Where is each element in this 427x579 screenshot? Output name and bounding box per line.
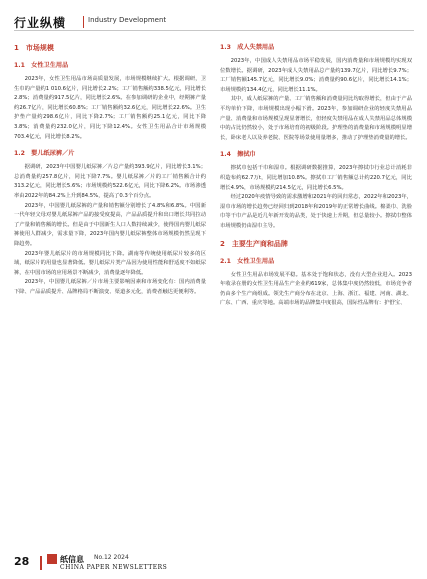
heading-wipes: 1.4 擦拭巾 [220, 151, 256, 159]
heading-feminine-hygiene: 1.1 女性卫生用品 [14, 62, 69, 69]
magazine-name-en: CHINA PAPER NEWSLETTERS [60, 564, 168, 571]
heading-market-size: 1 市场规模 [14, 44, 54, 52]
paragraph: 2023年，中国婴儿纸尿裤的产量和销售额分别增长了4.8%和6.8%。中国新一代年轻父母对婴儿纸尿裤产品的接受度提高，产品品质提升和出口增长共同拉动了产量和销售额的增长。但是由于中国新生人口人数持续减少，使得国内婴儿纸尿裤使用人群减少，需求量下降，2023年国内婴儿纸尿裤整体市场规模仍然呈现下降趋势。 [14, 202, 206, 247]
issue-number: No.12 2024 [94, 554, 129, 561]
paragraph: 2023年，中国婴儿纸尿裤／片市场主要影响因素和市场变化有：国内消费量下降、产品品质提升、品牌格局不断演变、渠道多元化，消费者触达更便利等。 [14, 279, 206, 295]
right-column [220, 40, 412, 309]
paragraph: 2023年婴儿纸尿片的市场规模同比下降。湖南等传统使用纸尿片较多的区域，纸尿片的用量也显著降低。婴儿纸尿片类产品因为使用性能和舒适度不如纸尿裤，在中国市场的应用场景不断减少，消费量逐年降低。 [14, 250, 206, 276]
header-rule [14, 30, 414, 31]
paragraph: 经过2020年疫情导致的需求激增和2021年的回归常态，2022年和2023年，湿巾市场的增长趋势已经回归到2018年和2019年的正常增长曲线。棉柔巾、洗脸巾等干巾产品是近几年新开发的品类，处于快速上升期，但总量较小。擦拭巾整体市场规模仍由湿巾主导。 [220, 194, 412, 229]
heading-feminine-hygiene-2: 2.1 女性卫生用品 [220, 257, 275, 265]
page-number: 28 [14, 555, 30, 568]
paragraph: 2023年，女性卫生用品市场高质量发展，市场规模继续扩大。根据调研，卫生巾的产量约1 010.6亿片，同比增长2.2%；工厂销售额约338.5亿元，同比增长2.8%；消费量约917.5亿片，同比增长2.6%。在参加调研的企业中，经期裤产量约26.7亿片，同比增长60.8%；工厂销售额约32.6亿元，同比增长22.6%。卫生护垫产量约298.6亿片，同比下降2.7%；工厂销售额约25.1亿元，同比下降3.8%；消费量约232.0亿片，同比下降12.4%。女性卫生用品合计市场规模703.4亿元，同比增长8.2%。 [14, 76, 206, 140]
paragraph: 女性卫生用品市场发展平稳。基本处于饱和状态，没有大型企业进入。2023年收录在册的女性卫生用品生产企业约619家，总体集中度仍然较低，市场竞争者仍由多个生产商组成。领先生产商分布在北京、上海、浙江、福建、河南、湖北、广东、广西、重庆等地。高端市场的品牌集中度很高，国际性品牌有：护舒宝、 [220, 271, 412, 307]
page-header [14, 10, 414, 36]
paragraph: 其中，成人纸尿裤的产量、工厂销售额和消费量同比均取得增长，但由于产品平均单价下降，市场规模出现小幅下滑。2023年，参加调研企业的轻度失禁用品产量、消费量和市场规模呈现显著增长，但轻度失禁用品在成人失禁用品总体规模中的占比仍然较小，处于市场培育的初级阶段。护理垫的消费量和市场规模明显增长，卧床老人以及养老院、医院等场景使用量增多，推动了护理垫消费量的增长。 [220, 96, 412, 141]
footer-divider [40, 556, 42, 570]
paragraph: 擦拭巾包括干巾和湿巾。根据调研数据推算，2023年擦拭巾行业总计消耗非织造布约62.7万t，同比增加10.8%。擦拭巾工厂销售额总计约220.7亿元，同比增长4.9%，市场规模约214.5亿元，同比增长6.5%。 [220, 165, 412, 191]
paragraph: 2023年，中国成人失禁用品市场平稳发展，国内消费量和市场规模均实现双位数增长。据调研，2023年成人失禁用品总产量约139.7亿片，同比增长9.7%；工厂销售额145.7亿元，同比增长9.0%；消费量约90.6亿片，同比增长14.1%；市场规模约134.4亿元，同比增长11.1%。 [220, 58, 412, 93]
heading-adult-incontinence: 1.3 成人失禁用品 [220, 44, 275, 51]
section-title: 行业纵横 [14, 16, 67, 30]
header-divider [83, 16, 84, 28]
section-subtitle: Industry Development [88, 16, 167, 24]
heading-baby-diapers: 1.2 婴儿纸尿裤／片 [14, 150, 75, 158]
magazine-logo-icon [47, 554, 57, 564]
paragraph: 据调研，2023年中国婴儿纸尿裤／片总产量约393.9亿片，同比增长3.1%；总消费量约257.8亿片，同比下降7.7%。婴儿纸尿裤／片的工厂销售额合计约313.2亿元，同比增长5.6%；市场规模约522.6亿元，同比下降6.2%。市场渗透率由2022年的84.2%上升到84.5%，提高了0.3个百分点。 [14, 164, 206, 199]
left-column [14, 40, 206, 297]
magazine-name: 纸信息 [60, 555, 84, 564]
heading-manufacturers-brands: 2 主要生产商和品牌 [220, 239, 288, 248]
page-footer [14, 552, 414, 574]
